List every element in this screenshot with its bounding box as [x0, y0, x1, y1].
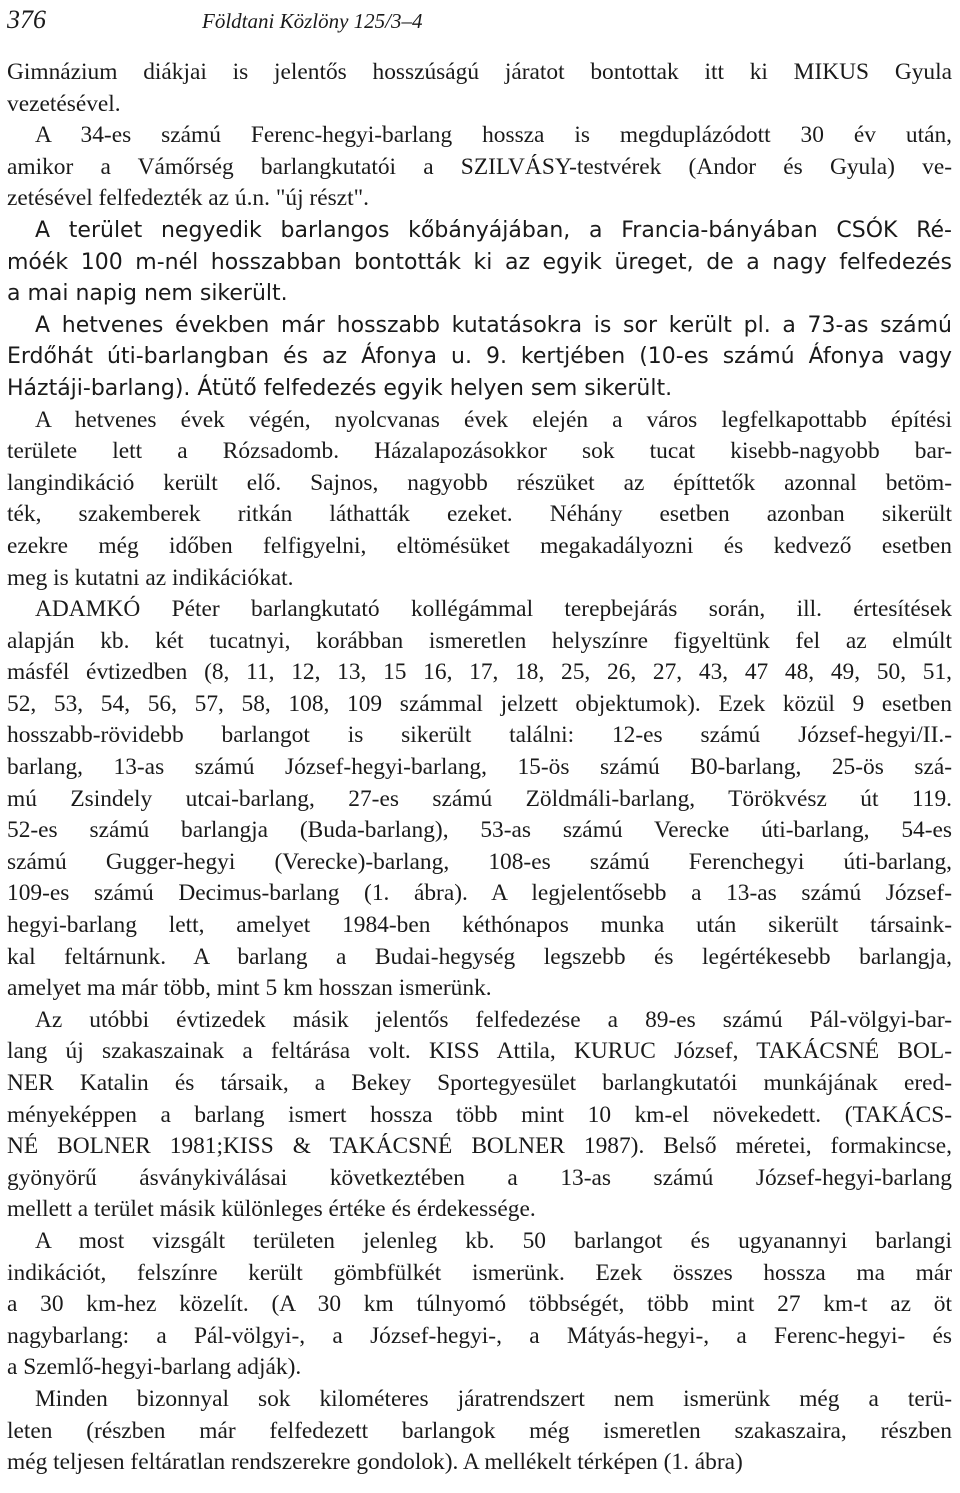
text-line: Az utóbbi évtizedek másik jelentős felfedezése a 89-es számú Pál-völgyi-bar-: [35, 1006, 952, 1033]
paragraph: [7, 57, 952, 120]
text-line: 52, 53, 54, 56, 57, 58, 108, 109 számmal jelzett objektumok). Ezek közül 9 esetben: [7, 690, 952, 717]
text-line: ték, szakemberek ritkán láthatták ezeket. Néhány esetben azonban sikerült: [7, 501, 952, 528]
text-line: A hetvenes években már hosszabb kutatásokra is sor került pl. a 73-as számú: [35, 312, 952, 338]
paragraph: [7, 594, 952, 1005]
text-line: NÉ BOLNER 1981;KISS & TAKÁCSNÉ BOLNER 1987). Belső méretei, formakincse,: [7, 1133, 952, 1160]
paragraph: [7, 1384, 952, 1479]
text-line: A terület negyedik barlangos kőbányájában, a Francia-bányában CSÓK Ré-: [35, 217, 952, 243]
text-line: másfél évtizedben (8, 11, 12, 13, 15 16, 17, 18, 25, 26, 27, 43, 47 48, 49, 50, 51,: [7, 659, 952, 686]
text-line: leten (részben már felfedezett barlangok még ismeretlen szakaszaira, részben: [7, 1417, 952, 1444]
text-line: a Szemlő-hegyi-barlang adják).: [7, 1354, 302, 1381]
text-line: A 34-es számú Ferenc-hegyi-barlang hossza is megduplázódott 30 év után,: [35, 122, 952, 149]
text-line: hegyi-barlang lett, amelyet 1984-ben kéthónapos munka után sikerült társaink-: [7, 912, 952, 939]
text-line: zetésével felfedezték az ú.n. "új részt".: [7, 185, 369, 212]
text-line: a mai napig nem sikerült.: [7, 281, 288, 307]
text-line: amikor a Vámőrség barlangkutatói a SZILVÁSY-testvérek (Andor és Gyula) ve-: [7, 153, 952, 180]
text-line: lang új szakaszainak a feltárása volt. KISS Attila, KURUC József, TAKÁCSNÉ BOL-: [7, 1038, 952, 1065]
page-number: 376: [7, 5, 46, 34]
running-title: Földtani Közlöny 125/3–4: [202, 9, 423, 33]
page-header: [7, 4, 952, 44]
text-line: 52-es számú barlangja (Buda-barlang), 53-as számú Verecke úti-barlang, 54-es: [7, 817, 952, 844]
text-line: ADAMKÓ Péter barlangkutató kollégámmal terepbejárás során, ill. értesítések: [35, 596, 952, 623]
text-line: NER Katalin és társaik, a Bekey Sportegyesület barlangkutatói munkájának ered-: [7, 1070, 952, 1096]
text-line: mú Zsindely utcai-barlang, 27-es számú Zöldmáli-barlang, Törökvész út 119.: [7, 785, 952, 812]
text-line: területe lett a Rózsadomb. Házalapozásokkor sok tucat kisebb-nagyobb bar-: [7, 438, 952, 465]
text-line: hosszabb-rövidebb barlangot is sikerült találni: 12-es számú József-hegyi/II.-: [7, 722, 952, 749]
paragraph: [7, 310, 952, 405]
text-line: Minden bizonnyal sok kilométeres járatrendszert nem ismerünk még a terü-: [35, 1385, 952, 1412]
paragraph: [7, 120, 952, 215]
text-line: ményeképpen a barlang ismert hossza több mint 10 km-el növekedett. (TAKÁCS-: [7, 1101, 952, 1128]
body-text: [7, 57, 952, 1479]
text-line: számú Gugger-hegyi (Verecke)-barlang, 108-es számú Ferenchegyi úti-barlang,: [7, 848, 952, 875]
text-line: vezetésével.: [7, 90, 121, 117]
text-line: A hetvenes évek végén, nyolcvanas évek elején a város legfelkapottabb építési: [35, 406, 952, 433]
text-line: 109-es számú Decimus-barlang (1. ábra). A legjelentősebb a 13-as számú József-: [7, 880, 952, 907]
paragraph: [7, 405, 952, 595]
text-line: Háztáji-barlang). Átütő felfedezés egyik helyen sem sikerült.: [7, 375, 673, 401]
text-line: indikációt, felszínre került gömbfülkét ismerünk. Ezek összes hossza ma már: [7, 1259, 952, 1286]
text-line: nagybarlang: a Pál-völgyi-, a József-hegyi-, a Mátyás-hegyi-, a Ferenc-hegyi- és: [7, 1322, 952, 1349]
text-line: kal feltárnunk. A barlang a Budai-hegység legszebb és legértékesebb barlangja,: [7, 943, 952, 970]
text-line: móék 100 m-nél hosszabban bontották ki az egyik üreget, de a nagy felfedezés: [7, 249, 952, 275]
text-line: Erdőhát úti-barlangban és az Áfonya u. 9. kertjében (10-es számú Áfonya vagy: [7, 344, 952, 370]
text-line: gyönyörű ásványkiválásai következtében a 13-as számú József-hegyi-barlang: [7, 1164, 952, 1191]
paragraph: [7, 1226, 952, 1384]
text-line: barlang, 13-as számú József-hegyi-barlang, 15-ös számú B0-barlang, 25-ös szá-: [7, 754, 952, 781]
text-line: ezekre még időben felfigyelni, eltömésüket megakadályozni és kedvező esetben: [7, 532, 952, 559]
text-line: amelyet ma már több, mint 5 km hosszan ismerünk.: [7, 975, 492, 1002]
text-line: alapján kb. két tucatnyi, korábban ismeretlen helyszínre figyeltünk fel az elmúlt: [7, 627, 952, 654]
text-line: a 30 km-hez közelít. (A 30 km túlnyomó többségét, több mint 27 km-t az öt: [7, 1291, 952, 1318]
text-line: langindikáció került elő. Sajnos, nagyobb részüket az építtetők azonnal betöm-: [7, 469, 952, 496]
paragraph: [7, 1005, 952, 1226]
text-line: Gimnázium diákjai is jelentős hosszúságú járatot bontottak itt ki MIKUS Gyula: [7, 59, 952, 85]
text-line: még teljesen feltáratlan rendszerekre gondolok). A mellékelt térképen (1. ábra): [7, 1449, 743, 1476]
text-line: A most vizsgált területen jelenleg kb. 50 barlangot és ugyanannyi barlangi: [35, 1227, 952, 1254]
text-line: mellett a terület másik különleges értéke és érdekessége.: [7, 1196, 536, 1223]
text-line: meg is kutatni az indikációkat.: [7, 564, 294, 591]
paragraph: [7, 215, 952, 310]
